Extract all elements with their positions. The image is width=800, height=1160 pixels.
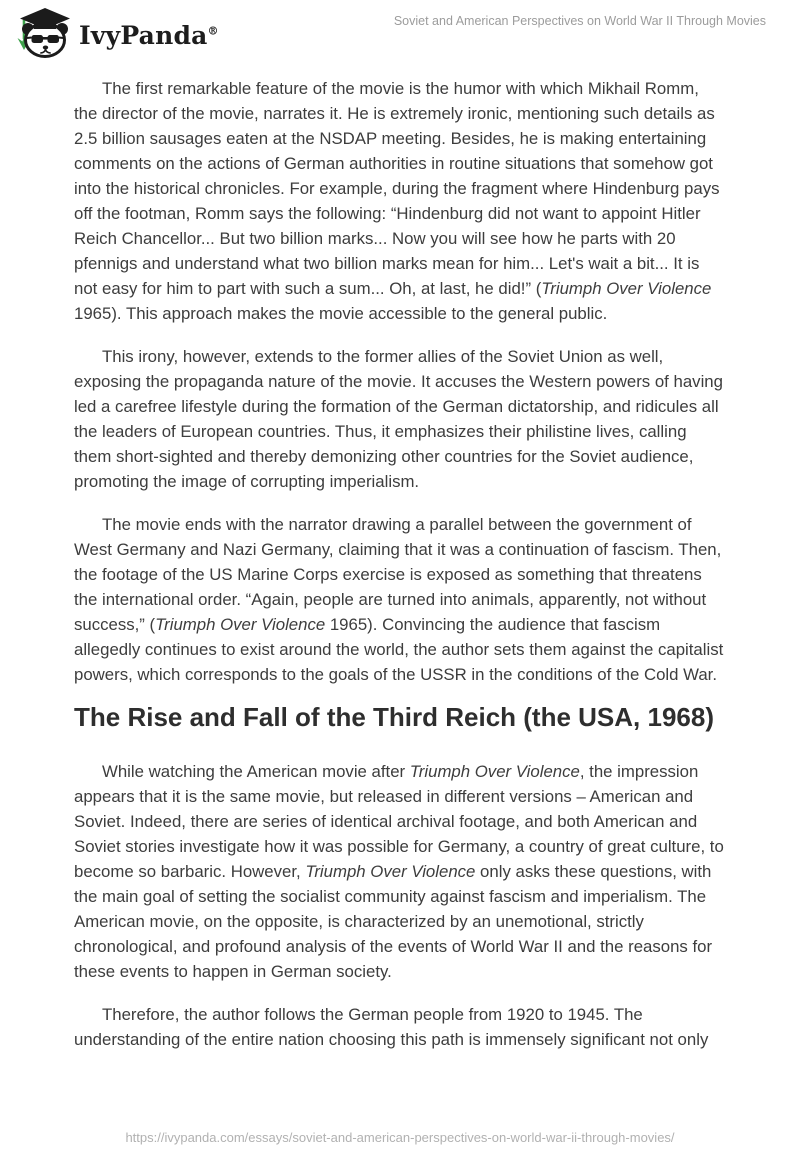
paragraph-text: While watching the American movie after bbox=[102, 762, 410, 781]
source-url: https://ivypanda.com/essays/soviet-and-american-perspectives-on-world-war-ii-through-movies/ bbox=[125, 1130, 675, 1145]
essay-paragraph bbox=[74, 1002, 726, 1052]
paragraph-text: The first remarkable feature of the movie is the humor with which Mikhail Romm, the director of the movie, narrates it. He is extremely ironic, mentioning such details as 2.5 billion sausages eaten at the NSDAP meeting. Besides, he is making entertaining comments on the actions of German authorities in routine situations that somehow got into the historical chronicles. For example, during the fragment where Hindenburg pays off the footman, Romm says the following: “Hindenburg did not want to appoint Hitler Reich Chancellor... But two billion marks... Now you will see how he parts with 20 pfennigs and understand what two billion marks mean for him... Let's wait a bit... It is not easy for him to part with such a sum... Oh, at last, he did!” ( bbox=[74, 79, 720, 298]
ivypanda-logo bbox=[14, 8, 219, 63]
section-heading: The Rise and Fall of the Third Reich (the USA, 1968) bbox=[74, 702, 714, 732]
page-footer bbox=[0, 1130, 800, 1145]
paragraph-text: The movie ends with the narrator drawing a parallel between the government of West Germany and Nazi Germany, claiming that it was a continuation of fascism. Then, the footage of the US Marine Corps exercise is exposed as something that threatens the international order. “Again, people are turned into animals, apparently, not without success,” ( bbox=[74, 515, 722, 634]
paragraph-text: Therefore, the author follows the German people from 1920 to 1945. The understanding of the entire nation choosing this path is immensely significant not only bbox=[74, 1005, 709, 1049]
paragraph-text: 1965). Convincing the audience that fascism allegedly continues to exist around the world, the author sets them against the capitalist powers, which corresponds to the goals of the USSR in the conditions of the Cold War. bbox=[74, 615, 724, 684]
essay-paragraph bbox=[74, 76, 726, 326]
essay-body bbox=[0, 58, 800, 1052]
document-title: Soviet and American Perspectives on World War II Through Movies bbox=[393, 14, 766, 28]
movie-title-italic: Triumph Over Violence bbox=[305, 862, 476, 881]
paragraph-text: This irony, however, extends to the former allies of the Soviet Union as well, exposing the propaganda nature of the movie. It accuses the Western powers of having led a carefree lifestyle during the formation of the German dictatorship, and ridicules all the leaders of European countries. Thus, it emphasizes their philistine lives, calling them short-sighted and thereby demonizing other countries for the Soviet audience, promoting the image of corrupting imperialism. bbox=[74, 347, 723, 491]
essay-paragraph bbox=[74, 344, 726, 494]
movie-title-italic: Triumph Over Violence bbox=[155, 615, 326, 634]
movie-title-italic: Triumph Over Violence bbox=[541, 279, 712, 298]
page-header bbox=[0, 0, 800, 58]
panda-graduation-cap-icon bbox=[14, 8, 70, 63]
paragraph-text: , the impression appears that it is the same movie, but released in different versions – American and Soviet. Indeed, there are series of identical archival footage, and both American and Soviet stories investigate how it was possible for Germany, a country of great culture, to become so barbaric. However, bbox=[74, 762, 724, 881]
paragraph-text: 1965). This approach makes the movie accessible to the general public. bbox=[74, 304, 608, 323]
registered-trademark: ® bbox=[207, 24, 219, 38]
paragraph-text: only asks these questions, with the main goal of setting the socialist community against fascism and imperialism. The American movie, on the opposite, is characterized by an unemotional, strictly chronological, and profound analysis of the events of World War II and the reasons for these events to happen in German society. bbox=[74, 862, 713, 981]
brand-name: IvyPanda® bbox=[79, 20, 219, 50]
essay-paragraph bbox=[74, 759, 726, 984]
movie-title-italic: Triumph Over Violence bbox=[409, 762, 580, 781]
essay-paragraph bbox=[74, 512, 726, 687]
